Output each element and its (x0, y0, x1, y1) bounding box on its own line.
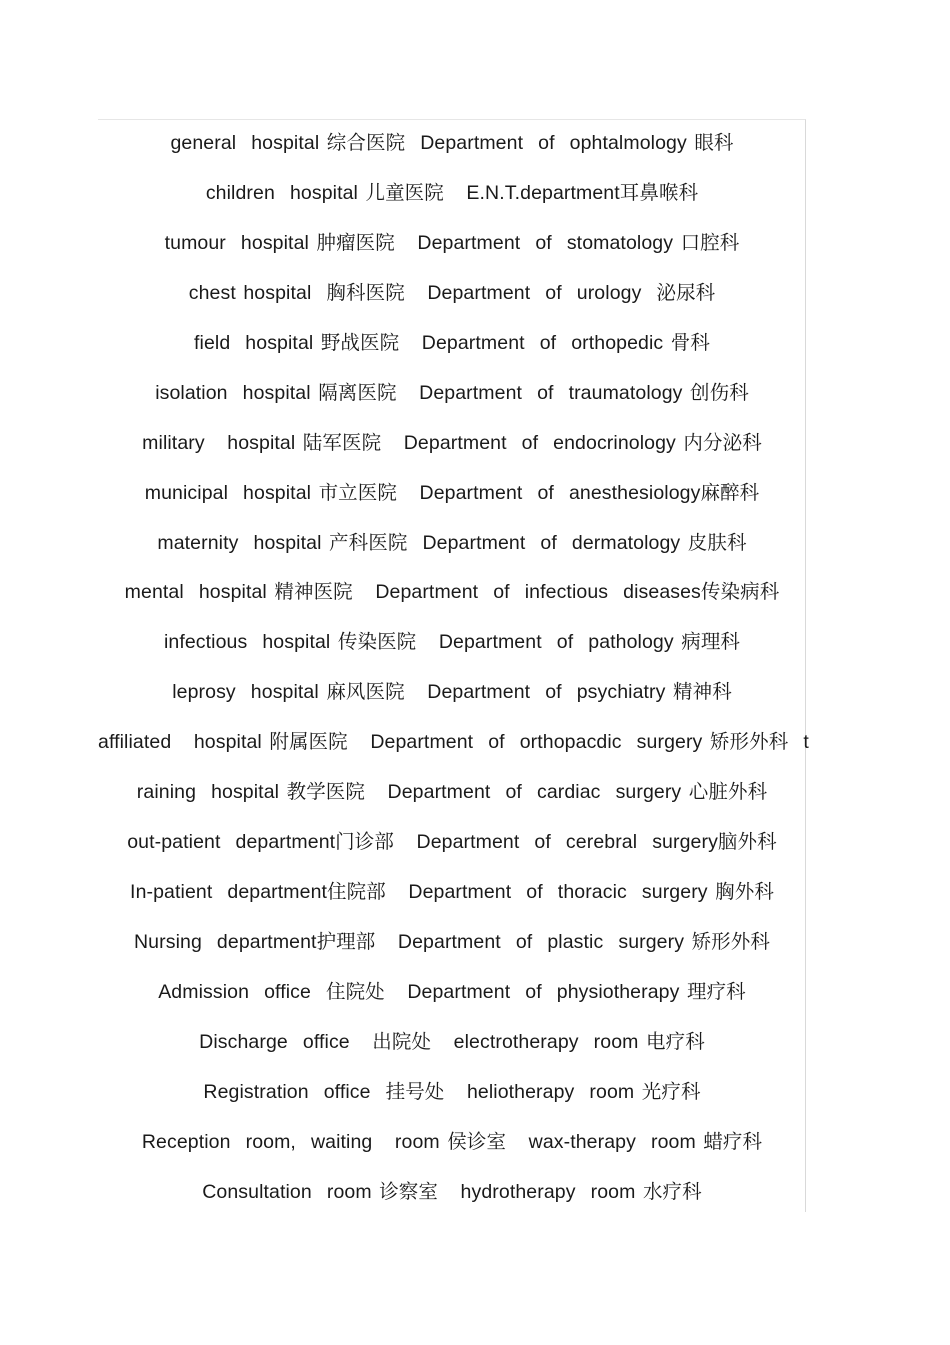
text-line: Reception room, waiting room 侯诊室 wax-therapy room 蜡疗科 (141, 1130, 763, 1153)
text-line: Admission office 住院处 Department of physiotherapy 理疗科 (158, 980, 746, 1003)
text-line: mental hospital 精神医院 Department of infectious diseases传染病科 (124, 581, 780, 604)
text-line: Registration office 挂号处 heliotherapy room 光疗科 (203, 1080, 701, 1103)
text-line: out-patient department门诊部 Department of cerebral surgery脑外科 (127, 831, 777, 854)
text-line: In-patient department住院部 Department of thoracic surgery 胸外科 (130, 881, 774, 904)
text-line: tumour hospital 肿瘤医院 Department of stomatology 口腔科 (164, 231, 740, 254)
text-line: military hospital 陆军医院 Department of endocrinology 内分泌科 (142, 431, 762, 454)
text-line: Nursing department护理部 Department of plastic surgery 矫形外科 (134, 931, 770, 953)
text-line: children hospital 儿童医院 E.N.T.department耳鼻喉科 (205, 181, 699, 204)
text-line: isolation hospital 隔离医院 Department of traumatology 创伤科 (155, 381, 749, 404)
text-line: chest hospital 胸科医院 Department of urology 泌尿科 (188, 281, 716, 304)
text-line: affiliated hospital 附属医院 Department of orthopacdic surgery 矫形外科 t (98, 731, 809, 754)
text-line: maternity hospital 产科医院 Department of dermatology 皮肤科 (157, 531, 747, 554)
text-line: field hospital 野战医院 Department of orthopedic 骨科 (194, 331, 710, 354)
text-line: Consultation room 诊察室 hydrotherapy room 水疗科 (202, 1180, 702, 1203)
document-body (98, 126, 809, 1225)
text-line: leprosy hospital 麻风医院 Department of psychiatry 精神科 (172, 681, 732, 704)
text-line: Discharge office 出院处 electrotherapy room 电疗科 (199, 1030, 705, 1053)
text-line: raining hospital 教学医院 Department of cardiac surgery 心脏外科 (136, 781, 768, 804)
text-line: infectious hospital 传染医院 Department of pathology 病理科 (163, 631, 741, 654)
text-line: municipal hospital 市立医院 Department of anesthesiology麻醉科 (144, 481, 760, 504)
text-line: general hospital 综合医院 Department of ophtalmology 眼科 (170, 132, 734, 154)
